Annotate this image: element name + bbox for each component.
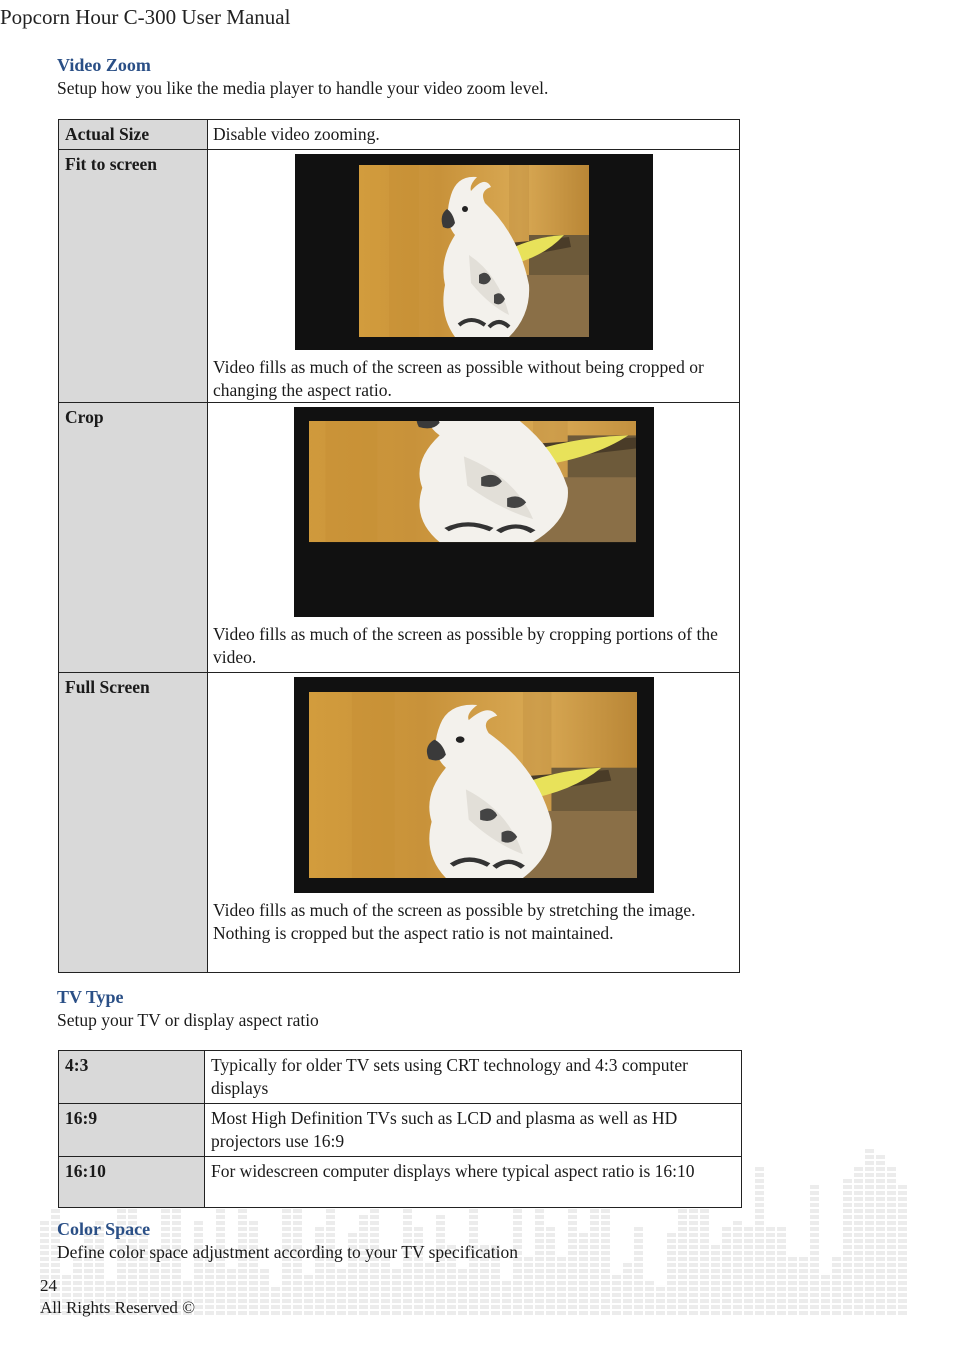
page-number: 24 bbox=[40, 1276, 57, 1295]
table-row bbox=[59, 1157, 742, 1208]
fit-to-screen-preview-image bbox=[295, 154, 653, 350]
zoom-label-crop: Crop bbox=[59, 403, 208, 673]
table-row bbox=[59, 1104, 742, 1157]
tv-type-table bbox=[58, 1050, 742, 1208]
tv-type-description: Setup your TV or display aspect ratio bbox=[57, 1010, 319, 1030]
table-row bbox=[59, 1051, 742, 1104]
tv-type-heading: TV Type bbox=[57, 987, 124, 1007]
table-row bbox=[59, 403, 740, 673]
zoom-label-fit-to-screen: Fit to screen bbox=[59, 150, 208, 403]
document-title: Popcorn Hour C-300 User Manual bbox=[0, 5, 291, 29]
video-zoom-heading: Video Zoom bbox=[57, 55, 151, 75]
color-space-description: Define color space adjustment according to your TV specification bbox=[57, 1242, 519, 1262]
table-row bbox=[59, 120, 740, 150]
video-zoom-table bbox=[58, 119, 740, 973]
tv-type-label-4-3: 4:3 bbox=[59, 1051, 205, 1104]
tv-type-desc-16-10: For widescreen computer displays where typical aspect ratio is 16:10 bbox=[205, 1157, 742, 1208]
copyright-notice: All Rights Reserved © bbox=[40, 1298, 196, 1317]
color-space-heading: Color Space bbox=[57, 1219, 151, 1239]
tv-type-desc-16-9: Most High Definition TVs such as LCD and plasma as well as HD projectors use 16:9 bbox=[205, 1104, 742, 1157]
zoom-label-full-screen: Full Screen bbox=[59, 673, 208, 973]
table-row bbox=[59, 673, 740, 973]
video-zoom-description: Setup how you like the media player to handle your video zoom level. bbox=[57, 78, 549, 98]
zoom-desc-actual-size: Disable video zooming. bbox=[208, 120, 740, 150]
tv-type-desc-4-3: Typically for older TV sets using CRT technology and 4:3 computer displays bbox=[205, 1051, 742, 1104]
tv-type-label-16-10: 16:10 bbox=[59, 1157, 205, 1208]
zoom-desc-full-screen: Video fills as much of the screen as possible by stretching the image. Nothing is cropped but the aspect ratio is not maintained. bbox=[213, 900, 696, 943]
crop-preview-image bbox=[294, 407, 654, 617]
tv-type-label-16-9: 16:9 bbox=[59, 1104, 205, 1157]
table-row bbox=[59, 150, 740, 403]
full-screen-preview-image bbox=[294, 677, 654, 893]
zoom-desc-fit-to-screen: Video fills as much of the screen as possible without being cropped or changing the aspect ratio. bbox=[213, 357, 704, 400]
zoom-desc-crop: Video fills as much of the screen as possible by cropping portions of the video. bbox=[213, 624, 718, 667]
zoom-label-actual-size: Actual Size bbox=[59, 120, 208, 150]
